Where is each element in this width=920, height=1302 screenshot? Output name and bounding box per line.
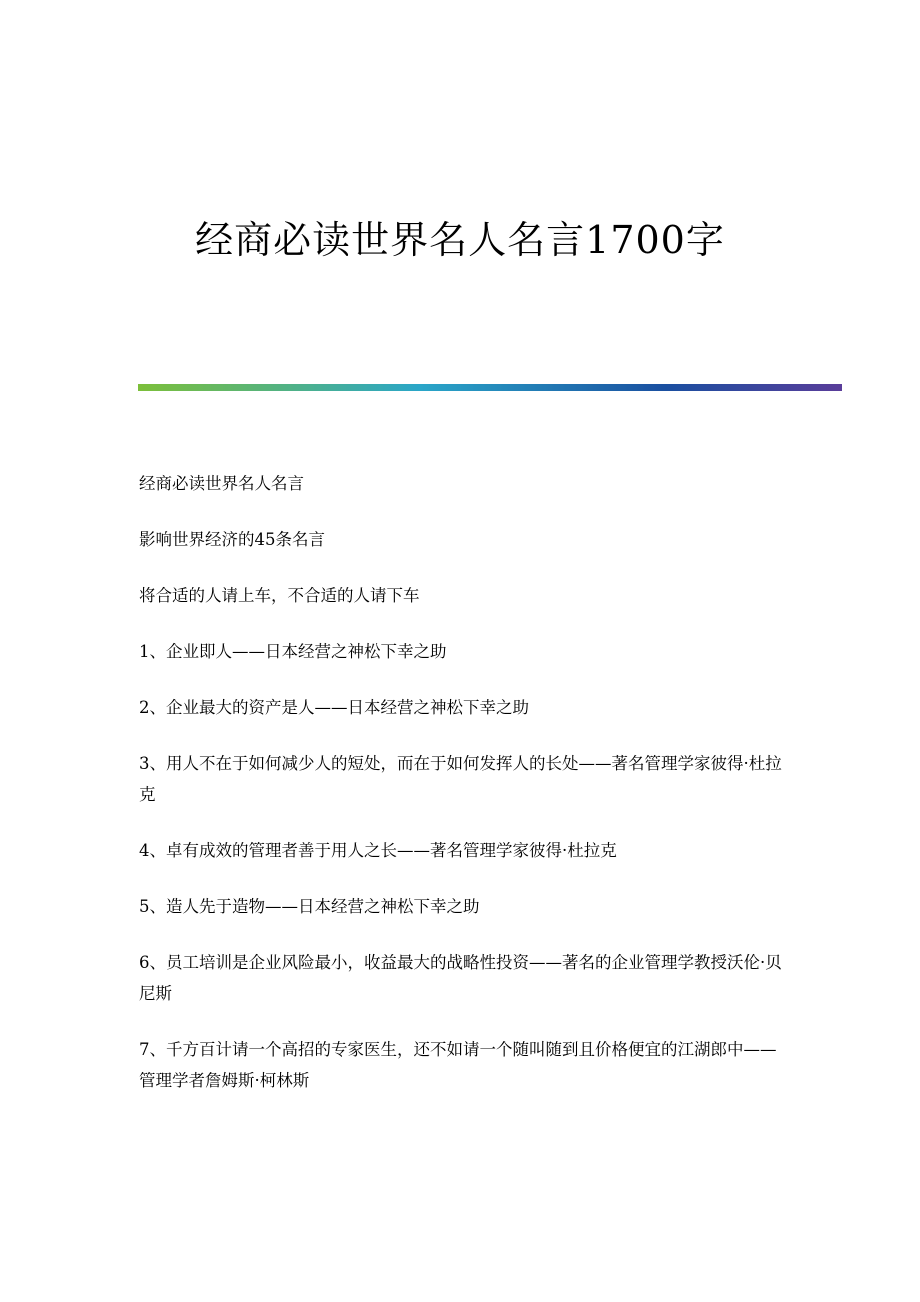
paragraph-intro: 将合适的人请上车，不合适的人请下车 <box>139 586 420 605</box>
quote-item: 7、千方百计请一个高招的专家医生，还不如请一个随叫随到且价格便宜的江湖郎中——管理学者詹姆斯·柯林斯 <box>139 1040 777 1090</box>
quote-item: 3、用人不在于如何减少人的短处，而在于如何发挥人的长处——著名管理学家彼得·杜拉克 <box>139 754 782 804</box>
quote-item: 6、员工培训是企业风险最小，收益最大的战略性投资——著名的企业管理学教授沃伦·贝尼斯 <box>139 953 782 1003</box>
document-title: 经商必读世界名人名言1700字 <box>195 218 725 262</box>
quote-item: 4、卓有成效的管理者善于用人之长——著名管理学家彼得·杜拉克 <box>139 841 617 860</box>
quote-item: 1、企业即人——日本经营之神松下幸之助 <box>139 642 447 661</box>
paragraph-subheading: 影响世界经济的45条名言 <box>139 530 325 549</box>
quote-item: 5、造人先于造物——日本经营之神松下幸之助 <box>139 897 480 916</box>
document-body <box>139 468 789 1121</box>
quote-item: 2、企业最大的资产是人——日本经营之神松下幸之助 <box>139 698 529 717</box>
title-divider <box>138 384 842 391</box>
paragraph-heading: 经商必读世界名人名言 <box>139 474 304 493</box>
